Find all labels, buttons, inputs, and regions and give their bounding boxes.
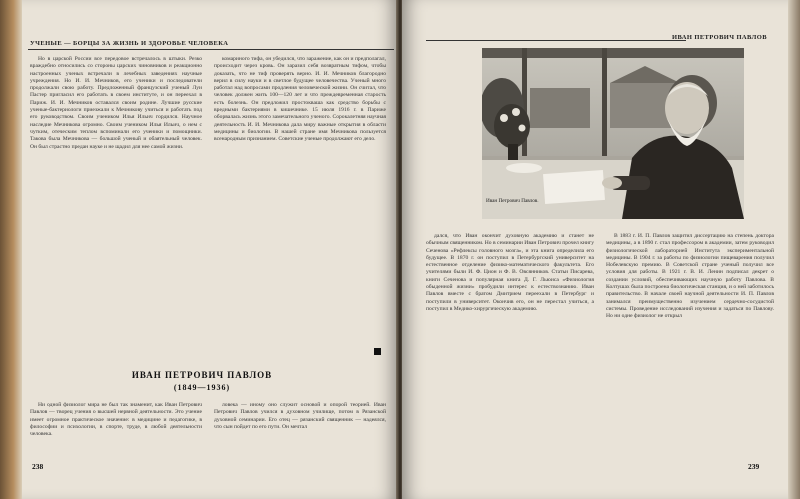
left-column-1 [30, 56, 202, 306]
photo-caption: Иван Петрович Павлов. [486, 198, 539, 204]
right-column-1 [426, 233, 594, 457]
book-edge-right [788, 0, 800, 499]
left-bottom-column-2 [214, 402, 386, 458]
right-running-head: ИВАН ПЕТРОВИЧ ПАВЛОВ [672, 34, 767, 41]
book-edge-left [0, 0, 22, 499]
left-page [22, 0, 398, 499]
left-bottom-col1-text: Ни одной физиолог мира не был так знаменит, как Иван Петрович Павлов — творец учения о высшей нервной деятельности. Это учение имеет огромное практическое значение: в медицине и педагогике, в философии и психологии, в спорте, труде, в любой деятельности человека. [30, 402, 202, 438]
left-bottom-col2-text: ловека — иному оно служит основой и опорой теорией. Иван Петрович Павлов учился в духовном училище, потом в Рязанской духовной семинарии. Его отец — рязанский священник — надеялся, что сын пойдет по его пути. Он мечтал [214, 402, 386, 430]
left-head-rule [28, 49, 394, 50]
section-title: ИВАН ПЕТРОВИЧ ПАВЛОВ [131, 370, 273, 380]
right-col1-text: дался, что Иван окончит духовную академию и станет не обычным священником. Но в семинарии Иван Петрович прочел книгу Сеченова «Рефлексы головного мозга», и эта книга определила его будущее. В 1870 г. он поступил в Петербургский университет на естественное отделение физико-математического факультета. Его учителями были И. Ф. Цион и Ф. В. Овсянников. Статьи Писарева, книги Сеченова и популярная книга Д. Г. Льюиса «Физиология обыденной жизни» пробудили интерес к естествознанию. Иван Павлов вместе с братом Дмитрием переехали в Петербург и поступили в университет. Окончив его, он не перестал учиться, а поступил в Медико-хирургическую академию. [426, 233, 594, 312]
right-column-2 [606, 233, 774, 457]
end-mark-square [374, 348, 381, 355]
left-bottom-column-1 [30, 402, 202, 458]
left-running-head: УЧЕНЫЕ — БОРЦЫ ЗА ЖИЗНЬ И ЗДОРОВЬЕ ЧЕЛОВЕКА [30, 40, 229, 47]
left-page-number: 238 [32, 462, 44, 471]
left-column-2 [214, 56, 386, 346]
right-page-number: 239 [748, 462, 760, 471]
pavlov-photo-illustration [482, 48, 744, 219]
right-col2-text: В 1883 г. И. П. Павлов защитил диссертацию на степень доктора медицины, а в 1890 г. стал профессором в академии, затем руководил физиологической лабораторией Института экспериментальной медицины. В 1904 г. за работы по физиологии пищеварения получил Нобелевскую премию. В Советской стране ученый получил все условия для работы. В 1921 г. В. И. Ленин подписал декрет о создании условий, обеспечивающих научную работу Павлова. В Колтушах была построена биологическая станция, и о ней заботилось правительство. В начале своей научной деятельности И. П. Павлов занимался преимущественно изучением сердечно-сосудистой системы. Проведение исследований изучения и задаться по Павлову. Но ни одне физиолог не открыл [606, 233, 774, 320]
left-col1-text: Но в царской России все передовое встречалось в штыки. Резко враждебно относились со стороны царских чиновников и реакционно настроенных ученых встречали в лечебных заведениях научные учреждения. Но И. И. Мечников, его ученики и последователи продолжали свою работу. Предложенный французский ученый Луи Пастер пригласил его работать в своем институте, и он переехал в Париж. И. И. Мечников оставался своим родине. Лучшие русские ученые-бактериологи приезжали к Мечникову учиться и работать под его руководством. Своим учеником Илья Ильич гордился. Научное наследие Мечникова огромно. Своим учеником Илья Ильич, о нем с чутким, отеческим теплом вспоминали его ученики и помощники. Такова была Мечникова — большой ученый и обаятельный человек. Он был страстно предан науке и не щадил для нее самой жизни. [30, 56, 202, 150]
left-col2-text: комариного тифа, он убедился, что заражение, как он и предполагал, происходит через кровь. Он заразил себя возвратным тифом, чтобы доказать, что не тиф проверять верно. И. И. Мечников благородно верил в силу науки и в светлое будущее человечества. Ученый много работал над вопросами продления человеческой жизни. Он считал, что человек должен жить 100—120 лет и что преждевременная старость есть болезнь. Он предложил простокваша как средство борьбы с вредными бактериями в кишечнике. 15 июля 1916 г. в Париже оборвалась жизнь этого замечательного ученого. Сорокалетняя научная деятельность И. И. Мечникова дала миру важные открытия в области медицины и биологии. В нашей стране имя Мечникова пользуется всенародным признанием. Советские ученые продолжают его дело. [214, 56, 386, 143]
right-head-rule [426, 40, 686, 41]
pavlov-photo [482, 48, 744, 219]
section-years: (1849—1936) [173, 383, 231, 392]
